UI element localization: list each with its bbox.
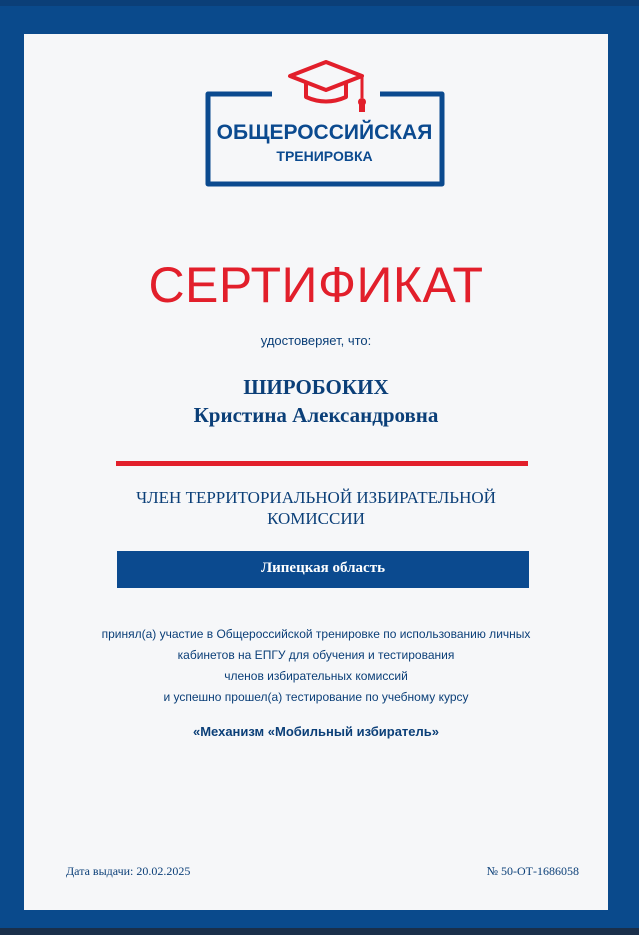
graduation-cap-icon — [290, 62, 366, 112]
body-line: принял(а) участие в Общероссийской тренировке по использованию личных — [101, 627, 531, 641]
logo-title: ОБЩЕРОССИЙСКАЯ — [216, 121, 433, 144]
red-divider — [116, 461, 528, 466]
body-line: кабинетов на ЕПГУ для обучения и тестирования — [177, 648, 455, 662]
certifies-text: удостоверяет, что: — [260, 333, 372, 348]
body-line: членов избирательных комиссий — [224, 669, 408, 683]
certificate-number: № 50-ОТ-1686058 — [486, 864, 579, 878]
logo-subtitle: ТРЕНИРОВКА — [276, 148, 373, 164]
issue-date: Дата выдачи: 20.02.2025 — [66, 864, 191, 878]
position-line: КОМИССИИ — [267, 509, 365, 528]
certificate-body — [58, 624, 574, 708]
region-banner — [117, 551, 529, 588]
region-name: Липецкая область — [260, 560, 386, 576]
certificate-paper — [24, 34, 608, 910]
recipient-position — [84, 487, 548, 529]
position-line: ЧЛЕН ТЕРРИТОРИАЛЬНОЙ ИЗБИРАТЕЛЬНОЙ — [136, 488, 496, 507]
training-logo — [202, 54, 447, 189]
frame-bottom-edge — [0, 928, 639, 935]
frame-top-edge — [0, 0, 639, 6]
course-name: «Механизм «Мобильный избиратель» — [192, 724, 440, 739]
recipient-given-names: Кристина Александровна — [193, 403, 439, 427]
recipient-surname: ШИРОБОКИХ — [243, 375, 389, 399]
certificate-title: СЕРТИФИКАТ — [148, 257, 484, 313]
body-line: и успешно прошел(а) тестирование по учебному курсу — [163, 690, 469, 704]
